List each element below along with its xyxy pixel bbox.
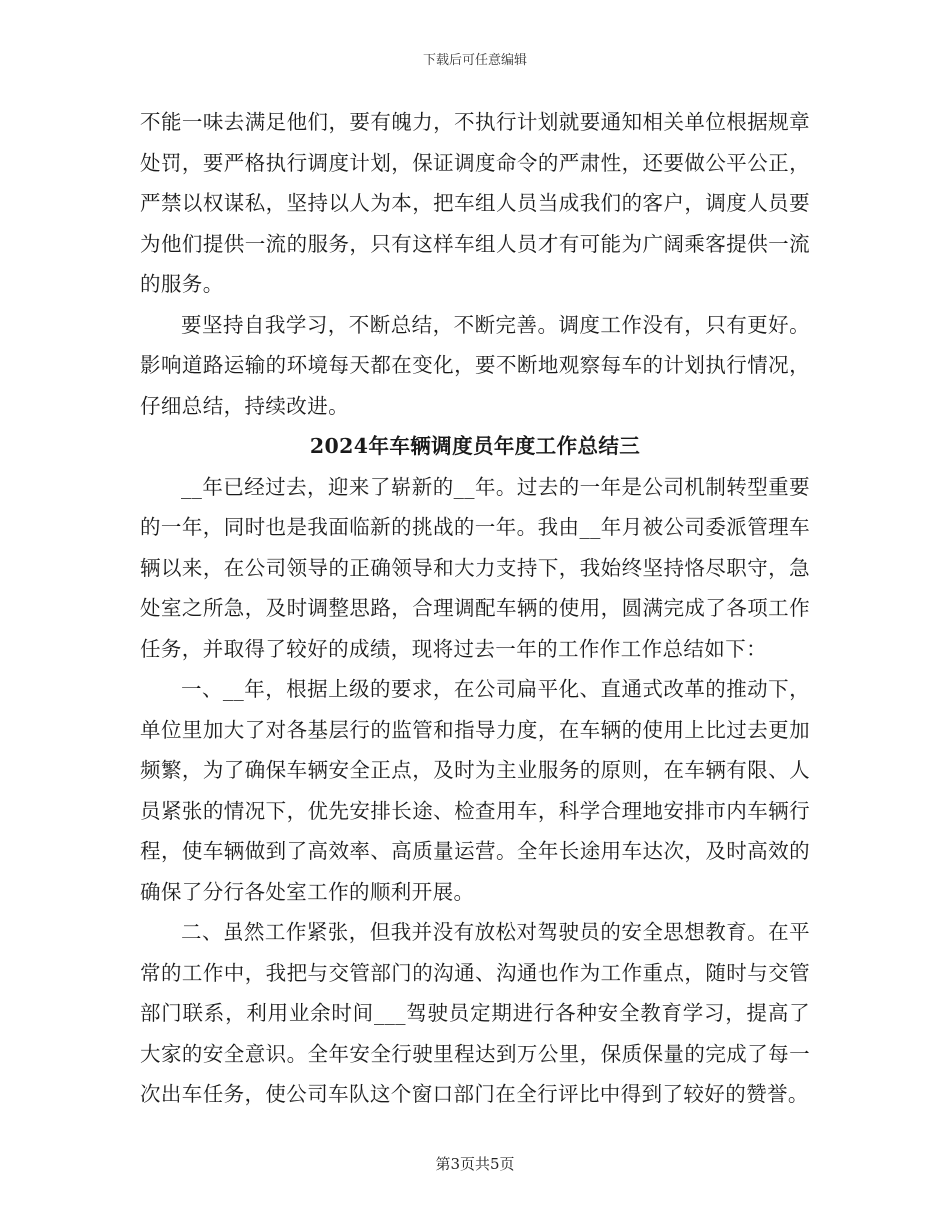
paragraph-5: 二、虽然工作紧张，但我并没有放松对驾驶员的安全思想教育。在平常的工作中，我把与交管部门的沟通、沟通也作为工作重点，随时与交管部门联系，利用业余时间___驾驶员定期进行各种安全教育学习，提高了大家的安全意识。全年安全行驶里程达到万公里，保质保量的完成了每一次出车任务，使公司车队这个窗口部门在全行评比中得到了较好的赞誉。	[140, 920, 810, 1106]
page-number: 第3页共5页	[435, 1155, 515, 1173]
section-title: 2024年车辆调度员年度工作总结三	[309, 434, 641, 458]
page-header: 下载后可任意编辑	[422, 53, 527, 68]
paragraph-4: 一、__年，根据上级的要求，在公司扁平化、直通式改革的推动下，单位里加大了对各基层行的监管和指导力度，在车辆的使用上比过去更加频繁，为了确保车辆安全正点，及时为主业服务的原则，在车辆有限、人员紧张的情况下，优先安排长途、检查用车，科学合理地安排市内车辆行程，使车辆做到了高效率、高质量运营。全年长途用车达次，及时高效的确保了分行各处室工作的顺利开展。	[140, 677, 810, 904]
paragraph-1: 不能一味去满足他们，要有魄力，不执行计划就要通知相关单位根据规章处罚，要严格执行调度计划，保证调度命令的严肃性，还要做公平公正，严禁以权谋私，坚持以人为本，把车组人员当成我们的客户，调度人员要为他们提供一流的服务，只有这样车组人员才有可能为广阔乘客提供一流的服务。	[140, 110, 810, 296]
paragraph-3: __年已经过去，迎来了崭新的__年。过去的一年是公司机制转型重要的一年，同时也是我面临新的挑战的一年。我由__年月被公司委派管理车辆以来，在公司领导的正确领导和大力支持下，我始终坚持恪尽职守，急处室之所急，及时调整思路，合理调配车辆的使用，圆满完成了各项工作任务，并取得了较好的成绩，现将过去一年的工作作工作总结如下：	[140, 474, 810, 661]
paragraph-2: 要坚持自我学习，不断总结，不断完善。调度工作没有，只有更好。影响道路运输的环境每天都在变化，要不断地观察每车的计划执行情况，仔细总结，持续改进。	[140, 312, 810, 418]
document-body	[140, 102, 810, 1115]
